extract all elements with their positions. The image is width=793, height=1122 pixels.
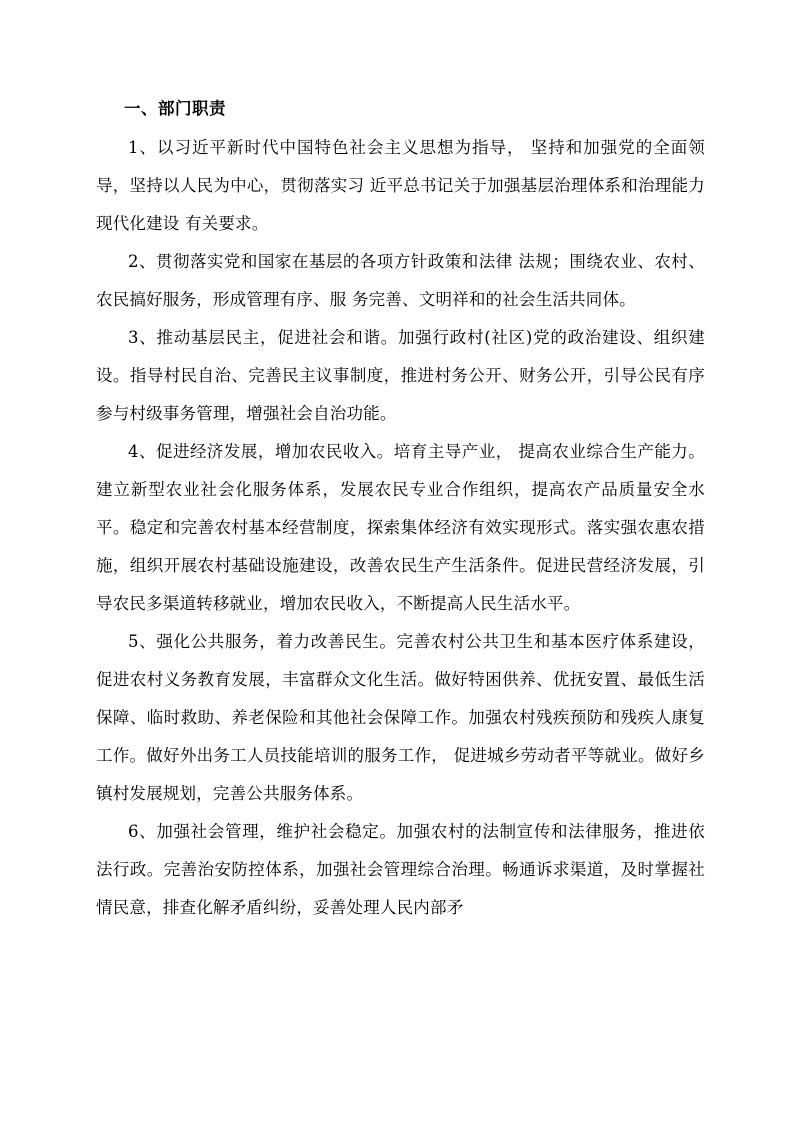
- paragraph-6: 6、加强社会管理，维护社会稳定。加强农村的法制宣传和法律服务，推进依法行政。完善治安防控体系，加强社会管理综合治理。畅通诉求渠道，及时掌握社情民意，排查化解矛盾纠纷，妥善处理人民内部矛: [96, 822, 705, 918]
- paragraph-5: 5、强化公共服务，着力改善民生。完善农村公共卫生和基本医疗体系建设，促进农村义务教育发展，丰富群众文化生活。做好特困供养、优抚安置、最低生活保障、临时救助、养老保险和其他社会保障工作。加强农村残疾预防和残疾人康复工作。做好外出务工人员技能培训的服务工作， 促进城乡劳动者平等就业。做好乡镇村发展规划，完善公共服务体系。: [96, 632, 705, 804]
- paragraph-2: 2、贯彻落实党和国家在基层的各项方针政策和法律 法规；围绕农业、农村、农民搞好服务，形成管理有序、服 务完善、文明祥和的社会生活共同体。: [96, 252, 705, 310]
- page-title: 一、部门职责: [124, 99, 226, 118]
- document-body: [96, 96, 705, 927]
- paragraph-3: 3、推动基层民主，促进社会和谐。加强行政村(社区)党的政治建设、组织建设。指导村民自治、完善民主议事制度，推进村务公开、财务公开，引导公民有序参与村级事务管理，增强社会自治功能。: [96, 328, 705, 424]
- paragraph-1: 1、以习近平新时代中国特色社会主义思想为指导， 坚持和加强党的全面领导，坚持以人民为中心，贯彻落实习 近平总书记关于加强基层治理体系和治理能力现代化建设 有关要求。: [96, 138, 705, 234]
- paragraph-4: 4、促进经济发展，增加农民收入。培育主导产业， 提高农业综合生产能力。建立新型农业社会化服务体系，发展农民专业合作组织，提高农产品质量安全水平。稳定和完善农村基本经营制度，探索集体经济有效实现形式。落实强农惠农措施，组织开展农村基础设施建设，改善农民生产生活条件。促进民营经济发展，引导农民多渠道转移就业，增加农民收入，不断提高人民生活水平。: [96, 442, 705, 614]
